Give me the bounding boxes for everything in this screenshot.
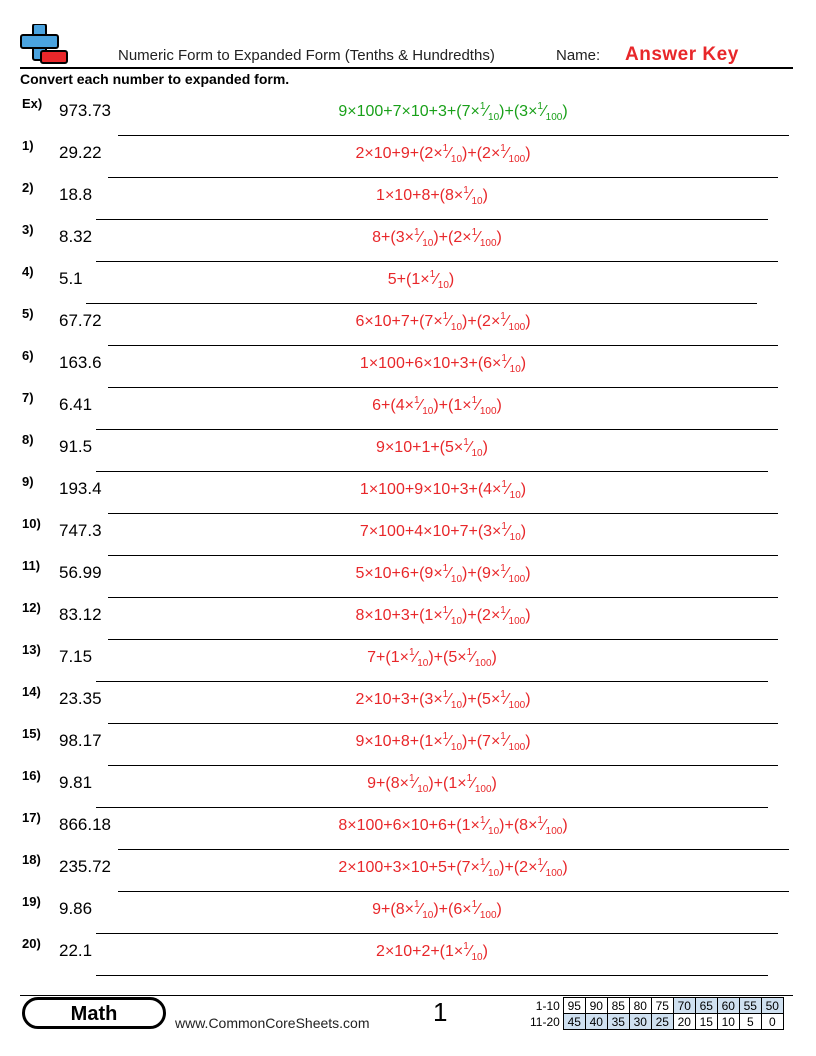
problem-number: Ex)	[22, 96, 43, 111]
place-digit: 2	[482, 145, 491, 162]
score-cell: 50	[761, 998, 783, 1014]
place-digit: 2	[482, 313, 491, 330]
answer: $9+(8\times^1⁄_{10})+(1\times^1⁄_{100})$	[367, 773, 497, 795]
place-digit: 7	[424, 313, 434, 330]
place-digit: 7	[482, 733, 491, 750]
place-digit: 7	[461, 103, 471, 120]
score-cell: 55	[739, 998, 761, 1014]
problem-value: 5.1	[59, 269, 83, 288]
problem-value: 9.81	[59, 773, 93, 792]
problem-value: 98.17	[59, 731, 102, 750]
problem-value: 18.8	[59, 185, 93, 204]
problem-number: 13)	[22, 642, 41, 657]
score-row-label: 1-10	[535, 998, 560, 1013]
whole-part: 5×10+6+	[355, 565, 420, 582]
whole-part: 8×10+3+	[355, 607, 420, 624]
place-digit: 1	[461, 817, 471, 834]
answer-line	[96, 429, 778, 430]
problem-value: 163.6	[59, 353, 102, 372]
problem-row	[0, 96, 816, 136]
answer-line	[108, 345, 778, 346]
problem-number: 5)	[22, 306, 34, 321]
problem-number: 10)	[22, 516, 41, 531]
place-digit: 1	[424, 733, 434, 750]
whole-part: 9+	[372, 901, 391, 918]
score-table	[528, 997, 784, 1030]
answer-line	[96, 807, 768, 808]
place-digit: 6	[453, 901, 463, 918]
place-digit: 1	[453, 397, 463, 414]
answer-line	[86, 303, 757, 304]
place-digit: 3	[519, 103, 529, 120]
score-cell: 80	[629, 998, 651, 1014]
place-digit: 2	[519, 859, 529, 876]
whole-part: 2×10+2+	[376, 943, 440, 960]
score-row-label: 11-20	[530, 1014, 560, 1029]
answer-line	[96, 975, 768, 976]
score-cell: 90	[585, 998, 607, 1014]
answer: $8+(3\times^1⁄_{10})+(2\times^1⁄_{100})$	[372, 227, 502, 249]
answer: $2\times 10+2+(1\times^1⁄_{10})$	[376, 941, 488, 963]
problem-number: 8)	[22, 432, 34, 447]
problem-number: 2)	[22, 180, 34, 195]
problem-value: 22.1	[59, 941, 93, 960]
score-row	[528, 1014, 783, 1030]
problem-value: 747.3	[59, 521, 102, 540]
place-digit: 1	[448, 775, 458, 792]
answer: $8\times 100+6\times 10+6+(1\times^1⁄_{10})+(8\times^1⁄_{100})$	[338, 815, 568, 837]
answer-line	[118, 891, 789, 892]
problem-row	[0, 768, 816, 808]
problem-number: 11)	[22, 558, 41, 573]
whole-part: 1×100+6×10+3+	[359, 355, 478, 372]
answer-line	[108, 639, 778, 640]
worksheet-title: Numeric Form to Expanded Form (Tenths & Hundredths)	[118, 47, 495, 64]
score-cell: 60	[717, 998, 739, 1014]
problem-number: 3)	[22, 222, 34, 237]
problem-number: 7)	[22, 390, 34, 405]
problem-row	[0, 600, 816, 640]
problem-number: 15)	[22, 726, 41, 741]
problem-value: 973.73	[59, 101, 111, 120]
problem-value: 6.41	[59, 395, 93, 414]
whole-part: 6×10+7+	[355, 313, 420, 330]
problem-value: 235.72	[59, 857, 111, 876]
answer: $8\times 10+3+(1\times^1⁄_{10})+(2\times^1⁄_{100})$	[355, 605, 531, 627]
problem-row	[0, 474, 816, 514]
answer-key-label: Answer Key	[625, 44, 739, 65]
whole-part: 7×100+4×10+7+	[359, 523, 478, 540]
score-cell: 0	[761, 1014, 783, 1030]
place-digit: 3	[483, 523, 493, 540]
problem-value: 23.35	[59, 689, 102, 708]
answer-line	[108, 387, 778, 388]
place-digit: 7	[461, 859, 471, 876]
place-digit: 3	[424, 691, 434, 708]
score-cell: 85	[607, 998, 629, 1014]
answer-line	[96, 261, 778, 262]
example-answer: $9\times 100+7\times 10+3+(7\times^1⁄_{10})+(3\times^1⁄_{100})$	[338, 101, 568, 123]
problem-value: 29.22	[59, 143, 102, 162]
score-cell: 15	[695, 1014, 717, 1030]
answer-line	[118, 135, 789, 136]
place-digit: 5	[445, 439, 454, 456]
score-row	[528, 998, 783, 1014]
answer-line	[108, 555, 778, 556]
score-cell: 45	[563, 1014, 585, 1030]
answer: $9+(8\times^1⁄_{10})+(6\times^1⁄_{100})$	[372, 899, 502, 921]
answer: $7+(1\times^1⁄_{10})+(5\times^1⁄_{100})$	[367, 647, 497, 669]
answer: $2\times 100+3\times 10+5+(7\times^1⁄_{10})+(2\times^1⁄_{100})$	[338, 857, 568, 879]
whole-part: 2×10+3+	[355, 691, 420, 708]
problem-value: 83.12	[59, 605, 102, 624]
problem-number: 20)	[22, 936, 41, 951]
problem-row	[0, 390, 816, 430]
place-digit: 2	[482, 607, 491, 624]
answer-line	[96, 933, 778, 934]
whole-part: 9×100+7×10+3+	[338, 103, 457, 120]
answer-line	[118, 849, 789, 850]
answer-line	[96, 219, 768, 220]
page-number: 1	[433, 997, 448, 1027]
place-digit: 1	[445, 943, 454, 960]
place-digit: 6	[483, 355, 493, 372]
problem-row	[0, 432, 816, 472]
problem-number: 14)	[22, 684, 41, 699]
score-cell: 10	[717, 1014, 739, 1030]
place-digit: 5	[482, 691, 491, 708]
whole-part: 1×100+9×10+3+	[359, 481, 478, 498]
problem-value: 193.4	[59, 479, 102, 498]
score-cell: 75	[651, 998, 673, 1014]
place-digit: 4	[395, 397, 405, 414]
whole-part: 2×10+9+	[355, 145, 420, 162]
place-digit: 1	[390, 649, 400, 666]
place-digit: 2	[453, 229, 463, 246]
answer-line	[108, 177, 778, 178]
score-cell: 25	[651, 1014, 673, 1030]
whole-part: 8+	[372, 229, 391, 246]
problem-row	[0, 894, 816, 934]
problem-row	[0, 306, 816, 346]
problem-value: 67.72	[59, 311, 102, 330]
place-digit: 8	[395, 901, 405, 918]
problem-value: 8.32	[59, 227, 93, 246]
problem-row	[0, 516, 816, 556]
score-cell: 30	[629, 1014, 651, 1030]
problem-number: 6)	[22, 348, 34, 363]
place-digit: 8	[519, 817, 529, 834]
problem-row	[0, 852, 816, 892]
answer: $6\times 10+7+(7\times^1⁄_{10})+(2\times^1⁄_{100})$	[355, 311, 531, 333]
whole-part: 9×10+1+	[376, 439, 440, 456]
answer: $7\times 100+4\times 10+7+(3\times^1⁄_{10})$	[359, 521, 527, 543]
place-digit: 1	[411, 271, 421, 288]
problem-row	[0, 264, 816, 304]
problem-number: 19)	[22, 894, 41, 909]
header-rule	[20, 67, 793, 69]
answer-line	[96, 681, 768, 682]
footer-rule	[20, 995, 793, 996]
problem-value: 866.18	[59, 815, 111, 834]
score-cell: 5	[739, 1014, 761, 1030]
answer-line	[108, 513, 778, 514]
whole-part: 5+	[387, 271, 406, 288]
place-digit: 9	[482, 565, 491, 582]
problem-value: 91.5	[59, 437, 93, 456]
problem-number: 1)	[22, 138, 34, 153]
problem-value: 56.99	[59, 563, 102, 582]
problem-value: 9.86	[59, 899, 93, 918]
whole-part: 6+	[372, 397, 391, 414]
problem-row	[0, 180, 816, 220]
answer: $9\times 10+1+(5\times^1⁄_{10})$	[376, 437, 488, 459]
instructions: Convert each number to expanded form.	[20, 71, 290, 87]
answer: $1\times 10+8+(8\times^1⁄_{10})$	[376, 185, 488, 207]
answer: $6+(4\times^1⁄_{10})+(1\times^1⁄_{100})$	[372, 395, 502, 417]
answer: $9\times 10+8+(1\times^1⁄_{10})+(7\times^1⁄_{100})$	[355, 731, 531, 753]
whole-part: 9×10+8+	[355, 733, 420, 750]
place-digit: 3	[395, 229, 405, 246]
place-digit: 2	[424, 145, 434, 162]
problem-row	[0, 684, 816, 724]
score-cell: 65	[695, 998, 717, 1014]
score-cell: 20	[673, 1014, 695, 1030]
answer: $5\times 10+6+(9\times^1⁄_{10})+(9\times^1⁄_{100})$	[355, 563, 531, 585]
problem-number: 9)	[22, 474, 34, 489]
answer-line	[108, 597, 778, 598]
place-digit: 1	[424, 607, 434, 624]
place-digit: 4	[483, 481, 493, 498]
problem-value: 7.15	[59, 647, 93, 666]
answer: $5+(1\times^1⁄_{10})$	[387, 269, 455, 291]
site-url: www.CommonCoreSheets.com	[175, 1015, 370, 1031]
name-label: Name:	[556, 47, 601, 64]
problem-number: 17)	[22, 810, 41, 825]
answer: $1\times 100+9\times 10+3+(4\times^1⁄_{10})$	[359, 479, 527, 501]
problem-row	[0, 558, 816, 598]
answer-line	[108, 765, 778, 766]
whole-part: 8×100+6×10+6+	[338, 817, 457, 834]
score-cell: 35	[607, 1014, 629, 1030]
whole-part: 2×100+3×10+5+	[338, 859, 457, 876]
whole-part: 9+	[367, 775, 386, 792]
answer: $2\times 10+9+(2\times^1⁄_{10})+(2\times^1⁄_{100})$	[355, 143, 531, 165]
problem-row	[0, 810, 816, 850]
plus-minus-logo-icon	[20, 24, 68, 66]
place-digit: 8	[390, 775, 400, 792]
score-cell: 40	[585, 1014, 607, 1030]
problem-row	[0, 642, 816, 682]
problem-number: 16)	[22, 768, 41, 783]
problem-row	[0, 936, 816, 976]
problem-row	[0, 726, 816, 766]
place-digit: 9	[424, 565, 434, 582]
problem-number: 12)	[22, 600, 41, 615]
place-digit: 8	[445, 187, 454, 204]
score-cell: 95	[563, 998, 585, 1014]
problem-row	[0, 348, 816, 388]
problem-number: 4)	[22, 264, 34, 279]
answer: $2\times 10+3+(3\times^1⁄_{10})+(5\times^1⁄_{100})$	[355, 689, 531, 711]
answer-line	[108, 723, 778, 724]
problem-row	[0, 138, 816, 178]
place-digit: 5	[448, 649, 458, 666]
whole-part: 7+	[367, 649, 386, 666]
subject-label: Math	[70, 1003, 118, 1025]
problem-row	[0, 222, 816, 262]
score-cell: 70	[673, 998, 695, 1014]
answer-line	[96, 471, 768, 472]
problem-number: 18)	[22, 852, 41, 867]
whole-part: 1×10+8+	[376, 187, 440, 204]
answer: $1\times 100+6\times 10+3+(6\times^1⁄_{10})$	[359, 353, 527, 375]
